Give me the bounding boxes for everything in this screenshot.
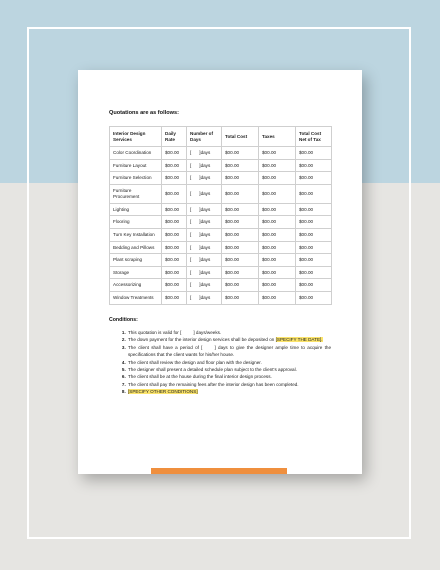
cell-rate: $00.00 xyxy=(162,254,187,267)
intro-heading: Quotations are as follows: xyxy=(109,110,179,116)
cell-total: $00.00 xyxy=(222,254,259,267)
cell-days-text: days xyxy=(200,150,211,156)
cell-days: [ ]days xyxy=(187,216,222,229)
cell-net: $00.00 xyxy=(296,291,332,304)
cell-days: [ ]days xyxy=(187,184,222,203)
cell-days: [ ]days xyxy=(187,203,222,216)
cell-taxes: $00.00 xyxy=(259,254,296,267)
condition-item: 7. The client shall pay the remaining fees after the interior design has been completed. xyxy=(127,381,331,388)
cell-net: $00.00 xyxy=(296,216,332,229)
cell-days: [ ]days xyxy=(187,241,222,254)
cell-service: Lighting xyxy=(110,203,162,216)
cell-days-text: days xyxy=(200,282,211,288)
condition-item xyxy=(127,329,331,336)
table-row xyxy=(110,266,332,279)
cell-total: $00.00 xyxy=(222,184,259,203)
cell-net: $00.00 xyxy=(296,147,332,160)
cell-service: Color Coordination xyxy=(110,147,162,160)
cell-days: [ ]days xyxy=(187,172,222,185)
cell-service: Furniture Procurement xyxy=(110,184,162,203)
cell-days: [ ]days xyxy=(187,254,222,267)
cell-total: $00.00 xyxy=(222,228,259,241)
cell-total: $00.00 xyxy=(222,172,259,185)
cell-net: $00.00 xyxy=(296,266,332,279)
table-row xyxy=(110,184,332,203)
cell-days-text: days xyxy=(200,162,211,168)
cell-taxes: $00.00 xyxy=(259,184,296,203)
cell-days: [ ]days xyxy=(187,228,222,241)
cell-net: $00.00 xyxy=(296,241,332,254)
cell-days-text: days xyxy=(200,206,211,212)
condition-item xyxy=(127,336,331,343)
cell-total: $00.00 xyxy=(222,266,259,279)
cell-total: $00.00 xyxy=(222,147,259,160)
cell-days-text: days xyxy=(200,191,211,197)
cell-net: $00.00 xyxy=(296,159,332,172)
cell-service: Flooring xyxy=(110,216,162,229)
cell-days-text: days xyxy=(200,257,211,263)
quotation-table xyxy=(109,126,332,305)
cell-service: Turn Key Installation xyxy=(110,228,162,241)
cell-taxes: $00.00 xyxy=(259,147,296,160)
cell-net: $00.00 xyxy=(296,254,332,267)
cell-days: [ ]days xyxy=(187,266,222,279)
condition-text: ] days/weeks. xyxy=(193,330,222,335)
cell-taxes: $00.00 xyxy=(259,291,296,304)
cell-rate: $00.00 xyxy=(162,241,187,254)
cell-net: $00.00 xyxy=(296,172,332,185)
table-row xyxy=(110,254,332,267)
header-number-of-days: Number of Days xyxy=(187,127,222,147)
cell-taxes: $00.00 xyxy=(259,241,296,254)
cell-total: $00.00 xyxy=(222,216,259,229)
cell-service: Storage xyxy=(110,266,162,279)
cell-taxes: $00.00 xyxy=(259,216,296,229)
table-row xyxy=(110,279,332,292)
cell-net: $00.00 xyxy=(296,279,332,292)
cell-days: [ ]days xyxy=(187,291,222,304)
cell-taxes: $00.00 xyxy=(259,228,296,241)
cell-days: [ ]days xyxy=(187,279,222,292)
cell-rate: $00.00 xyxy=(162,216,187,229)
cell-days: [ ]days xyxy=(187,147,222,160)
condition-item: 6. The client shall be at the house during the final interior design process. xyxy=(127,373,331,380)
placeholder-highlight: [SPECIFY THE DATE]. xyxy=(275,337,323,343)
conditions-heading: Conditions: xyxy=(109,317,138,323)
cell-days: [ ]days xyxy=(187,159,222,172)
cell-net: $00.00 xyxy=(296,184,332,203)
condition-text: The client shall have a period of [ xyxy=(128,344,203,350)
cell-total: $00.00 xyxy=(222,159,259,172)
cell-taxes: $00.00 xyxy=(259,279,296,292)
cell-service: Furniture Layout xyxy=(110,159,162,172)
cell-days-text: days xyxy=(200,175,211,181)
cell-rate: $00.00 xyxy=(162,266,187,279)
cell-days-text: days xyxy=(200,244,211,250)
table-row xyxy=(110,228,332,241)
cell-total: $00.00 xyxy=(222,241,259,254)
cell-rate: $00.00 xyxy=(162,291,187,304)
condition-item: 4. The client shall review the design and floor plan with the designer. xyxy=(127,359,331,366)
cell-taxes: $00.00 xyxy=(259,203,296,216)
cell-service: Plant scraping xyxy=(110,254,162,267)
cell-rate: $00.00 xyxy=(162,228,187,241)
cell-rate: $00.00 xyxy=(162,279,187,292)
condition-item xyxy=(127,344,331,359)
header-net-of-tax: Total Cost Net of Tax xyxy=(296,127,332,147)
cell-rate: $00.00 xyxy=(162,172,187,185)
header-total-cost: Total Cost xyxy=(222,127,259,147)
cell-total: $00.00 xyxy=(222,203,259,216)
document-page xyxy=(78,70,362,474)
conditions-list xyxy=(109,329,331,396)
cell-service: Bedding and Pillows xyxy=(110,241,162,254)
header-services: Interior Design Services xyxy=(110,127,162,147)
cell-rate: $00.00 xyxy=(162,203,187,216)
condition-text: ] days to give the designer ample time to acquire the specifications that the client wants for his/her house. xyxy=(128,344,332,358)
header-taxes: Taxes xyxy=(259,127,296,147)
header-daily-rate: Daily Rate xyxy=(162,127,187,147)
condition-text: This quotation is valid for [ xyxy=(128,330,182,335)
cell-rate: $00.00 xyxy=(162,184,187,203)
accent-bar xyxy=(151,468,287,474)
condition-item: 5. The designer shall present a detailed schedule plan subject to the client's approval. xyxy=(127,366,331,373)
table-row xyxy=(110,159,332,172)
table-row xyxy=(110,147,332,160)
table-row xyxy=(110,241,332,254)
cell-days-text: days xyxy=(200,219,211,225)
cell-total: $00.00 xyxy=(222,279,259,292)
table-header-row xyxy=(110,127,332,147)
cell-total: $00.00 xyxy=(222,291,259,304)
cell-days-text: days xyxy=(200,232,211,238)
cell-service: Accessorizing xyxy=(110,279,162,292)
placeholder-highlight: [SPECIFY OTHER CONDITIONS] xyxy=(128,389,198,395)
condition-item xyxy=(127,388,331,395)
cell-days-text: days xyxy=(200,294,211,300)
cell-net: $00.00 xyxy=(296,203,332,216)
table-row xyxy=(110,216,332,229)
cell-rate: $00.00 xyxy=(162,147,187,160)
cell-service: Furniture Selection xyxy=(110,172,162,185)
cell-taxes: $00.00 xyxy=(259,266,296,279)
condition-text: The down payment for the interior design services shall be deposited on xyxy=(128,337,275,343)
cell-taxes: $00.00 xyxy=(259,172,296,185)
cell-days-text: days xyxy=(200,269,211,275)
table-row xyxy=(110,291,332,304)
table-row xyxy=(110,172,332,185)
cell-taxes: $00.00 xyxy=(259,159,296,172)
cell-service: Window Treatments xyxy=(110,291,162,304)
table-row xyxy=(110,203,332,216)
cell-net: $00.00 xyxy=(296,228,332,241)
cell-rate: $00.00 xyxy=(162,159,187,172)
